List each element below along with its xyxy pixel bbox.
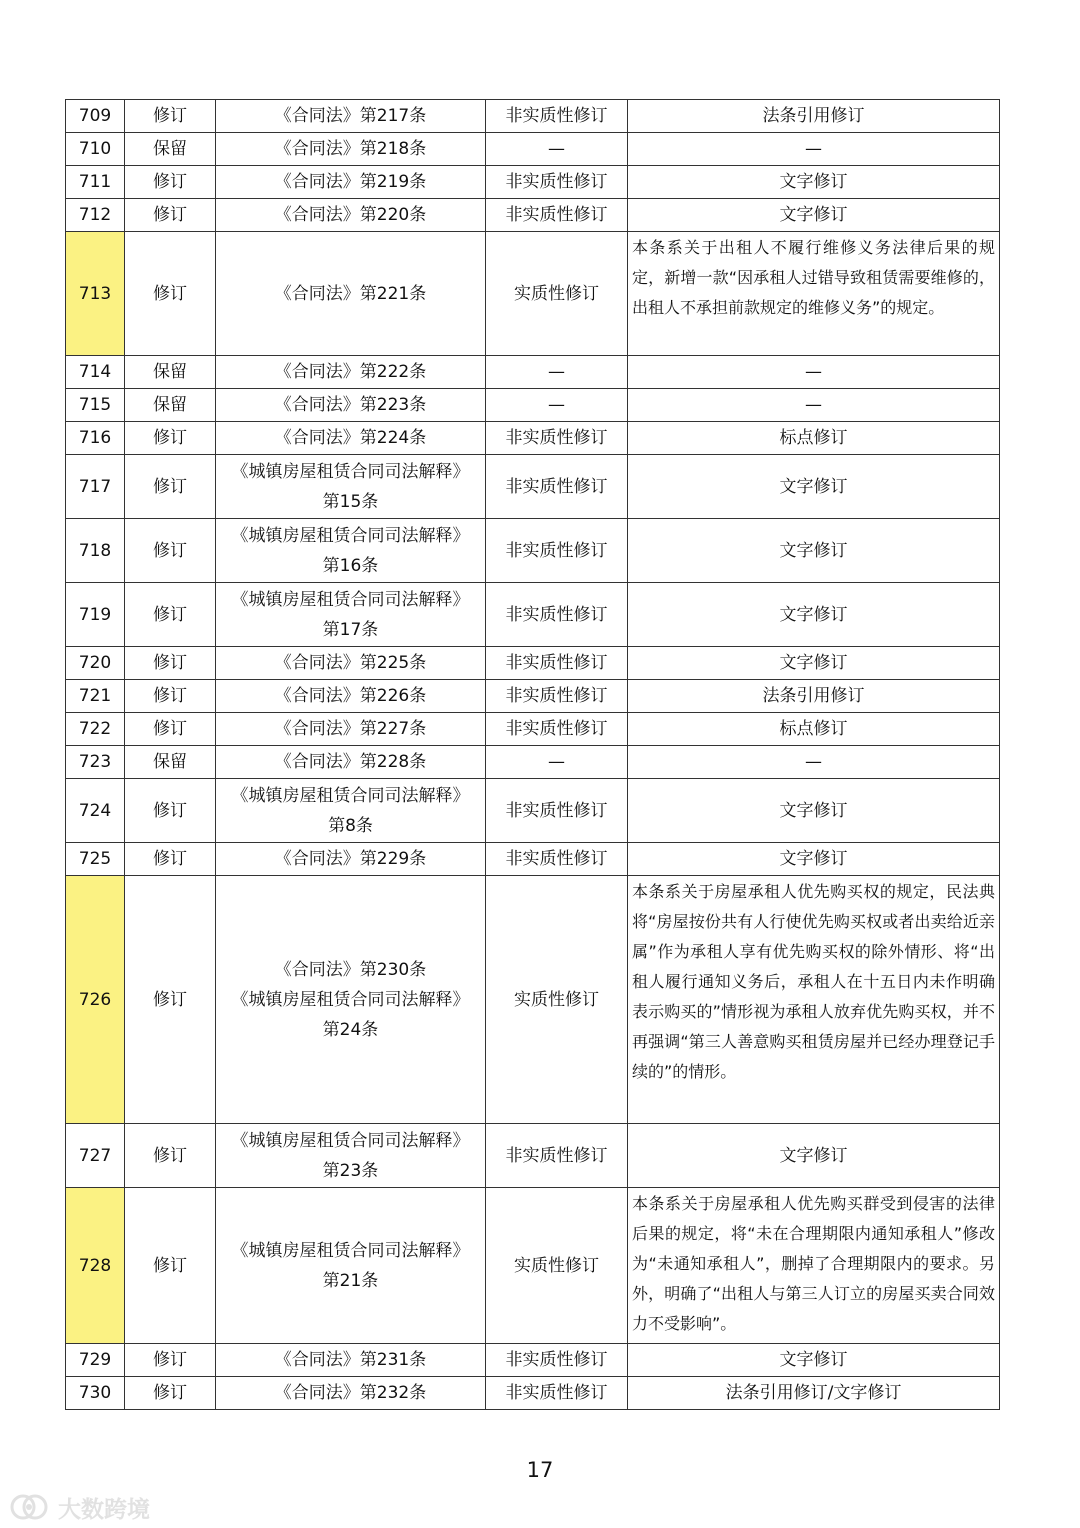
nature-cell: 非实质性修订	[486, 166, 628, 199]
action-cell: 保留	[125, 133, 216, 166]
description-cell: 文字修订	[628, 199, 1000, 232]
source-cell	[216, 232, 486, 356]
action-cell: 修订	[125, 1188, 216, 1344]
row-number-cell: 723	[66, 746, 125, 779]
source-line: 第23条	[322, 1160, 379, 1181]
source-line: 《合同法》第217条	[274, 106, 427, 126]
table-row	[66, 519, 1000, 583]
nature-cell: 非实质性修订	[486, 1377, 628, 1410]
source-line: 《城镇房屋租赁合同司法解释》	[231, 989, 470, 1010]
row-number-cell: 719	[66, 583, 125, 647]
source-line: 《合同法》第228条	[274, 752, 427, 772]
source-cell	[216, 389, 486, 422]
nature-cell: —	[486, 389, 628, 422]
nature-cell: 非实质性修订	[486, 199, 628, 232]
table-row	[66, 746, 1000, 779]
nature-cell: 非实质性修订	[486, 1344, 628, 1377]
table-row	[66, 680, 1000, 713]
action-cell: 修订	[125, 1377, 216, 1410]
source-line: 第15条	[322, 491, 379, 512]
row-number-cell: 720	[66, 647, 125, 680]
row-number-cell: 714	[66, 356, 125, 389]
source-line: 《城镇房屋租赁合同司法解释》	[231, 589, 470, 610]
nature-cell: —	[486, 356, 628, 389]
action-cell: 修订	[125, 583, 216, 647]
description-cell: 文字修订	[628, 779, 1000, 843]
row-number-cell: 715	[66, 389, 125, 422]
table-row	[66, 356, 1000, 389]
table-row	[66, 843, 1000, 876]
source-cell	[216, 713, 486, 746]
description-cell: 标点修订	[628, 713, 1000, 746]
source-line: 第8条	[328, 815, 373, 836]
nature-cell: 非实质性修订	[486, 422, 628, 455]
action-cell: 修订	[125, 232, 216, 356]
description-cell: 文字修订	[628, 166, 1000, 199]
description-cell: 法条引用修订	[628, 680, 1000, 713]
row-number-cell: 712	[66, 199, 125, 232]
source-cell	[216, 1188, 486, 1344]
description-cell: 法条引用修订/文字修订	[628, 1377, 1000, 1410]
action-cell: 修订	[125, 876, 216, 1124]
nature-cell: 非实质性修订	[486, 713, 628, 746]
table-row	[66, 232, 1000, 356]
action-cell: 修订	[125, 1344, 216, 1377]
table-row	[66, 1377, 1000, 1410]
action-cell: 修订	[125, 199, 216, 232]
source-line: 《合同法》第232条	[274, 1383, 427, 1403]
logo-icon	[8, 1492, 50, 1522]
source-line: 《城镇房屋租赁合同司法解释》	[231, 1130, 470, 1151]
source-line: 《合同法》第226条	[274, 686, 427, 706]
description-cell: 文字修订	[628, 647, 1000, 680]
source-line: 《合同法》第224条	[274, 428, 427, 448]
row-number-cell: 718	[66, 519, 125, 583]
description-cell: —	[628, 133, 1000, 166]
description-cell: 本条系关于出租人不履行维修义务法律后果的规定，新增一款“因承租人过错导致租赁需要维修的，出租人不承担前款规定的维修义务”的规定。	[628, 232, 1000, 356]
nature-cell: 非实质性修订	[486, 583, 628, 647]
source-cell	[216, 1344, 486, 1377]
row-number-cell: 717	[66, 455, 125, 519]
source-line: 《合同法》第223条	[274, 395, 427, 415]
description-cell: —	[628, 389, 1000, 422]
source-cell	[216, 583, 486, 647]
row-number-cell: 724	[66, 779, 125, 843]
action-cell: 修订	[125, 422, 216, 455]
nature-cell: 非实质性修订	[486, 680, 628, 713]
source-line: 《合同法》第229条	[274, 849, 427, 869]
table-body	[66, 100, 1000, 1410]
nature-cell: 实质性修订	[486, 232, 628, 356]
source-cell	[216, 422, 486, 455]
action-cell: 修订	[125, 519, 216, 583]
source-cell	[216, 100, 486, 133]
source-cell	[216, 680, 486, 713]
source-line: 《合同法》第225条	[274, 653, 427, 673]
description-cell: 文字修订	[628, 843, 1000, 876]
table-row	[66, 779, 1000, 843]
table-row	[66, 166, 1000, 199]
description-cell: 文字修订	[628, 1124, 1000, 1188]
row-number-cell: 729	[66, 1344, 125, 1377]
source-line: 《合同法》第227条	[274, 719, 427, 739]
table-row	[66, 583, 1000, 647]
watermark	[8, 1490, 150, 1524]
table-row	[66, 133, 1000, 166]
action-cell: 修订	[125, 647, 216, 680]
description-cell: 文字修订	[628, 1344, 1000, 1377]
table-row	[66, 1188, 1000, 1344]
description-cell: 文字修订	[628, 583, 1000, 647]
nature-cell: 实质性修订	[486, 876, 628, 1124]
source-cell	[216, 356, 486, 389]
description-cell: —	[628, 746, 1000, 779]
row-number-cell: 711	[66, 166, 125, 199]
row-number-cell: 716	[66, 422, 125, 455]
table-row	[66, 1344, 1000, 1377]
source-cell	[216, 199, 486, 232]
table-row	[66, 455, 1000, 519]
row-number-cell: 722	[66, 713, 125, 746]
source-line: 《城镇房屋租赁合同司法解释》	[231, 525, 470, 546]
description-cell: 文字修订	[628, 455, 1000, 519]
nature-cell: 非实质性修订	[486, 455, 628, 519]
source-line: 《合同法》第220条	[274, 205, 427, 225]
row-number-cell: 728	[66, 1188, 125, 1344]
source-cell	[216, 1124, 486, 1188]
source-cell	[216, 876, 486, 1124]
source-line: 《城镇房屋租赁合同司法解释》	[231, 461, 470, 482]
table-row	[66, 647, 1000, 680]
source-line: 《合同法》第222条	[274, 362, 427, 382]
table-row	[66, 422, 1000, 455]
nature-cell: 非实质性修订	[486, 519, 628, 583]
row-number-cell: 710	[66, 133, 125, 166]
description-cell: —	[628, 356, 1000, 389]
source-cell	[216, 166, 486, 199]
nature-cell: 非实质性修订	[486, 647, 628, 680]
source-line: 《合同法》第219条	[274, 172, 427, 192]
table-row	[66, 100, 1000, 133]
row-number-cell: 730	[66, 1377, 125, 1410]
source-cell	[216, 1377, 486, 1410]
action-cell: 修订	[125, 680, 216, 713]
row-number-cell: 726	[66, 876, 125, 1124]
nature-cell: 非实质性修订	[486, 779, 628, 843]
source-cell	[216, 647, 486, 680]
source-cell	[216, 519, 486, 583]
source-line: 第24条	[322, 1019, 379, 1040]
nature-cell: 非实质性修订	[486, 843, 628, 876]
nature-cell: —	[486, 746, 628, 779]
table-row	[66, 199, 1000, 232]
description-cell: 法条引用修订	[628, 100, 1000, 133]
action-cell: 修订	[125, 455, 216, 519]
row-number-cell: 721	[66, 680, 125, 713]
action-cell: 修订	[125, 843, 216, 876]
source-line: 《城镇房屋租赁合同司法解释》	[231, 785, 470, 806]
row-number-cell: 725	[66, 843, 125, 876]
table-row	[66, 713, 1000, 746]
source-cell	[216, 779, 486, 843]
source-line: 第21条	[322, 1270, 379, 1291]
action-cell: 修订	[125, 1124, 216, 1188]
source-cell	[216, 455, 486, 519]
description-cell: 文字修订	[628, 519, 1000, 583]
nature-cell: 实质性修订	[486, 1188, 628, 1344]
table-row	[66, 389, 1000, 422]
row-number-cell: 713	[66, 232, 125, 356]
source-line: 《合同法》第231条	[274, 1350, 427, 1370]
revision-table	[65, 99, 1000, 1410]
watermark-text: 大数跨境	[58, 1496, 150, 1523]
page-number: 17	[526, 1458, 554, 1482]
action-cell: 修订	[125, 713, 216, 746]
table-row	[66, 1124, 1000, 1188]
source-cell	[216, 746, 486, 779]
action-cell: 修订	[125, 166, 216, 199]
action-cell: 修订	[125, 100, 216, 133]
nature-cell: —	[486, 133, 628, 166]
source-cell	[216, 133, 486, 166]
row-number-cell: 727	[66, 1124, 125, 1188]
action-cell: 保留	[125, 746, 216, 779]
action-cell: 保留	[125, 356, 216, 389]
row-number-cell: 709	[66, 100, 125, 133]
description-cell: 本条系关于房屋承租人优先购买群受到侵害的法律后果的规定，将“未在合理期限内通知承租人”修改为“未通知承租人”，删掉了合理期限内的要求。另外，明确了“出租人与第三人订立的房屋买卖合同效力不受影响”。	[628, 1188, 1000, 1344]
action-cell: 修订	[125, 779, 216, 843]
source-line: 《城镇房屋租赁合同司法解释》	[231, 1240, 470, 1261]
source-line: 第17条	[322, 619, 379, 640]
source-line: 《合同法》第218条	[274, 139, 427, 159]
source-cell	[216, 843, 486, 876]
description-cell: 本条系关于房屋承租人优先购买权的规定，民法典将“房屋按份共有人行使优先购买权或者出卖给近亲属”作为承租人享有优先购买权的除外情形、将“出租人履行通知义务后，承租人在十五日内未作明确表示购买的”情形视为承租人放弃优先购买权，并不再强调“第三人善意购买租赁房屋并已经办理登记手续的”的情形。	[628, 876, 1000, 1124]
source-line: 第16条	[322, 555, 379, 576]
nature-cell: 非实质性修订	[486, 100, 628, 133]
source-line: 《合同法》第221条	[274, 283, 427, 304]
action-cell: 保留	[125, 389, 216, 422]
table-row	[66, 876, 1000, 1124]
source-line: 《合同法》第230条	[274, 959, 427, 980]
description-cell: 标点修订	[628, 422, 1000, 455]
nature-cell: 非实质性修订	[486, 1124, 628, 1188]
